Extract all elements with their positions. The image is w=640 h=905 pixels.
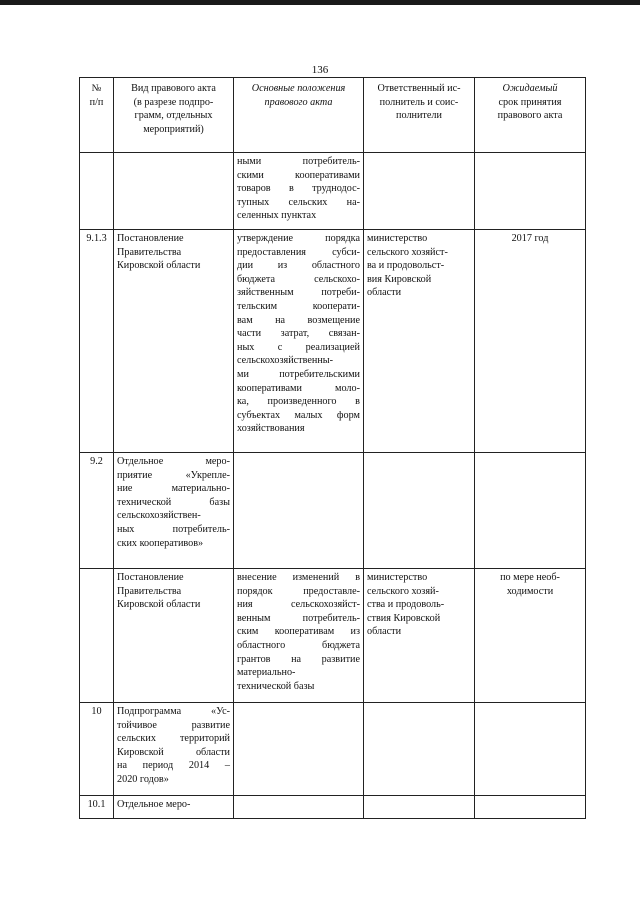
header-deadline-line: срок принятия bbox=[498, 96, 562, 108]
row-number bbox=[80, 153, 114, 230]
cell-line: предоставления субси- bbox=[237, 246, 360, 258]
cell-line: Постановление bbox=[117, 572, 184, 583]
cell-line: вия Кировской bbox=[367, 273, 432, 285]
cell-line: тельским кооперати- bbox=[237, 300, 360, 312]
cell-line: сельскохозяйственны- bbox=[237, 355, 334, 367]
cell-line: сельскохозяйствен- bbox=[117, 510, 201, 522]
cell-line: ными потребитель- bbox=[237, 156, 360, 167]
cell-line: технической базы bbox=[237, 680, 315, 692]
legal-acts-table bbox=[79, 77, 586, 819]
header-provisions-line: правового акта bbox=[264, 96, 333, 108]
row-number: 9.2 bbox=[80, 453, 114, 569]
header-executor bbox=[364, 78, 475, 153]
cell-line: Отдельное меро- bbox=[117, 799, 191, 810]
cell-line: внесение изменений в bbox=[237, 572, 360, 583]
cell-line: венным потребитель- bbox=[237, 612, 360, 624]
header-act-type-line: мероприятий) bbox=[143, 123, 204, 135]
cell-line: ми потребительскими bbox=[237, 368, 360, 380]
table-row bbox=[80, 796, 586, 819]
row-deadline bbox=[475, 569, 586, 703]
row-number: 10 bbox=[80, 703, 114, 796]
header-number-line: п/п bbox=[89, 96, 104, 108]
header-deadline bbox=[475, 78, 586, 153]
table-row bbox=[80, 703, 586, 796]
cell-line: селенных пунктах bbox=[237, 210, 317, 222]
cell-line: ния сельскохозяйст- bbox=[237, 599, 360, 611]
row-provisions bbox=[234, 796, 364, 819]
cell-line: области bbox=[367, 626, 402, 638]
row-number bbox=[80, 569, 114, 703]
cell-line: субъектах малых форм bbox=[237, 409, 360, 421]
cell-line: приятие «Укрепле- bbox=[117, 469, 230, 481]
cell-line: утверждение порядка bbox=[237, 233, 360, 244]
header-act-type-line: (в разрезе подпро- bbox=[133, 96, 214, 108]
cell-line: Кировской области bbox=[117, 260, 201, 272]
cell-line: порядок предоставле- bbox=[237, 585, 360, 597]
cell-line: бюджета сельскохо- bbox=[237, 273, 360, 285]
header-number bbox=[80, 78, 114, 153]
page-number: 136 bbox=[311, 64, 329, 76]
header-deadline-line: Ожидаемый bbox=[502, 83, 558, 94]
header-executor-line: полнители bbox=[396, 110, 442, 122]
cell-line: ка, произведенного в bbox=[237, 396, 360, 408]
row-act-type bbox=[114, 569, 234, 703]
cell-line: министерство bbox=[367, 572, 428, 583]
row-deadline bbox=[475, 453, 586, 569]
cell-line: 2020 годов» bbox=[117, 773, 169, 785]
row-number: 10.1 bbox=[80, 796, 114, 819]
cell-line: Подпрограмма «Ус- bbox=[117, 706, 230, 717]
cell-line: ва и продовольст- bbox=[367, 260, 445, 272]
cell-line: Правительства bbox=[117, 246, 182, 258]
cell-line: технической базы bbox=[117, 496, 230, 508]
cell-line: сельского хозяйст- bbox=[367, 246, 448, 258]
cell-line: скими кооперативами bbox=[237, 169, 360, 181]
cell-line: Постановление bbox=[117, 233, 184, 244]
row-provisions bbox=[234, 153, 364, 230]
header-executor-line: Ответственный ис- bbox=[377, 83, 461, 94]
cell-line: Кировской области bbox=[117, 746, 230, 758]
cell-line: 2017 год bbox=[511, 233, 549, 244]
header-deadline-line: правового акта bbox=[497, 110, 563, 122]
cell-line: ства и продоволь- bbox=[367, 599, 445, 611]
cell-line: грантов на развитие bbox=[237, 653, 360, 665]
row-deadline bbox=[475, 153, 586, 230]
row-deadline bbox=[475, 230, 586, 453]
cell-line: ние материально- bbox=[117, 483, 230, 495]
cell-line: Кировской области bbox=[117, 599, 201, 611]
row-deadline bbox=[475, 796, 586, 819]
row-executor bbox=[364, 703, 475, 796]
row-provisions bbox=[234, 569, 364, 703]
cell-line: тойчивое развитие bbox=[117, 719, 230, 731]
row-act-type bbox=[114, 230, 234, 453]
cell-line: по мере необ- bbox=[500, 572, 560, 583]
table-header-row bbox=[80, 78, 586, 153]
cell-line: сельских территорий bbox=[117, 733, 230, 745]
row-deadline bbox=[475, 703, 586, 796]
cell-line: ных потребитель- bbox=[117, 523, 230, 535]
cell-line: вам на возмещение bbox=[237, 314, 360, 326]
cell-line: сельского хозяй- bbox=[367, 585, 439, 597]
cell-line: Правительства bbox=[117, 585, 182, 597]
row-executor bbox=[364, 453, 475, 569]
table-row bbox=[80, 153, 586, 230]
row-provisions bbox=[234, 453, 364, 569]
cell-line: дии из областного bbox=[237, 260, 360, 272]
row-number: 9.1.3 bbox=[80, 230, 114, 453]
cell-line: области bbox=[367, 287, 402, 299]
table-row bbox=[80, 569, 586, 703]
table-body bbox=[80, 153, 586, 819]
cell-line: министерство bbox=[367, 233, 428, 244]
header-act-type-line: Вид правового акта bbox=[131, 83, 216, 94]
header-act-type bbox=[114, 78, 234, 153]
row-act-type bbox=[114, 703, 234, 796]
header-executor-line: полнитель и соис- bbox=[379, 96, 459, 108]
cell-line: зяйственным потреби- bbox=[237, 287, 360, 299]
cell-line: областного бюджета bbox=[237, 639, 360, 651]
header-provisions-line: Основные положения bbox=[251, 83, 346, 94]
top-rule bbox=[0, 0, 640, 5]
header-act-type-line: грамм, отдельных bbox=[134, 110, 213, 122]
cell-line: кооперативами моло- bbox=[237, 382, 360, 394]
header-provisions bbox=[234, 78, 364, 153]
cell-line: тупных сельских на- bbox=[237, 196, 360, 208]
cell-line: части затрат, связан- bbox=[237, 328, 360, 340]
cell-line: ских кооперативов» bbox=[117, 537, 204, 549]
cell-line: на период 2014 – bbox=[117, 760, 230, 772]
row-executor bbox=[364, 796, 475, 819]
cell-line: материально- bbox=[237, 667, 296, 679]
row-act-type bbox=[114, 796, 234, 819]
row-provisions bbox=[234, 230, 364, 453]
table-row bbox=[80, 230, 586, 453]
cell-line: ствия Кировской bbox=[367, 612, 441, 624]
cell-line: хозяйствования bbox=[237, 423, 305, 435]
cell-line: ским кооперативам из bbox=[237, 626, 360, 638]
cell-line: ходимости bbox=[506, 585, 554, 597]
row-provisions bbox=[234, 703, 364, 796]
row-executor bbox=[364, 153, 475, 230]
cell-line: товаров в труднодос- bbox=[237, 183, 360, 195]
row-act-type bbox=[114, 153, 234, 230]
row-executor bbox=[364, 230, 475, 453]
cell-line: ных с реализацией bbox=[237, 341, 360, 353]
header-number-line: № bbox=[91, 83, 102, 94]
row-executor bbox=[364, 569, 475, 703]
table-row bbox=[80, 453, 586, 569]
row-act-type bbox=[114, 453, 234, 569]
cell-line: Отдельное меро- bbox=[117, 456, 230, 467]
